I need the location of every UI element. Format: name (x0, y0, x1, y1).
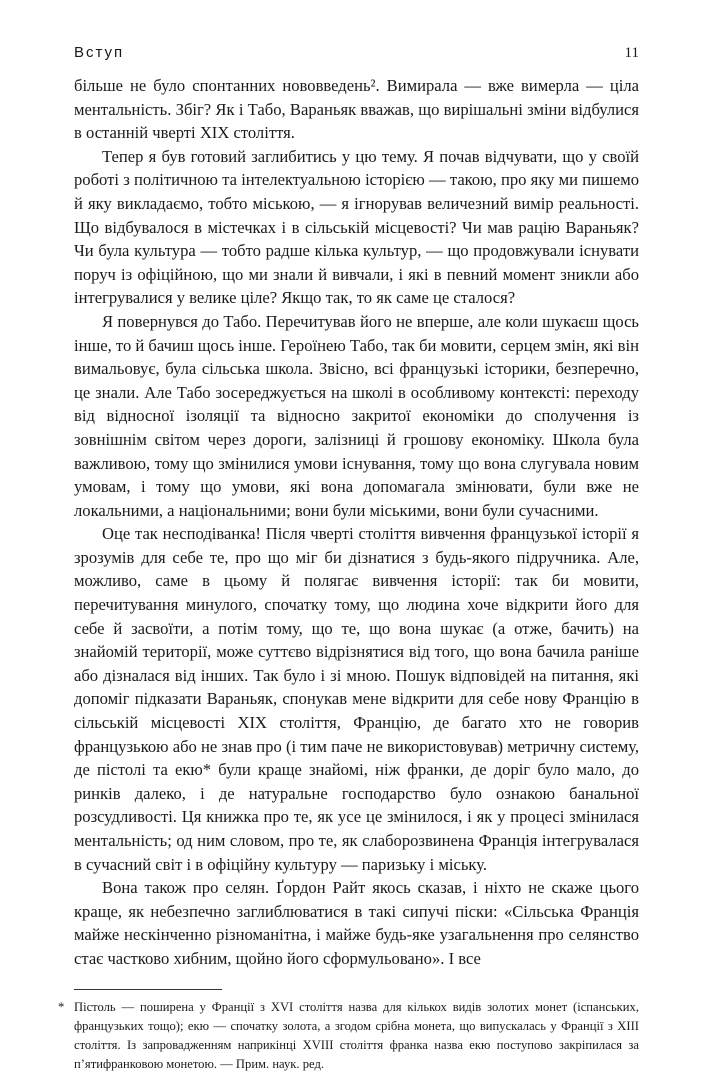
paragraph: Вона також про селян. Ґордон Райт якось сказав, і ніхто не скаже цього краще, як небезпечно заглиблюватися в такі сипучі піски: «Сільська Франція майже нескінченно різноманітна, і майже будь-яке узагальнення про селянство стає частково хибним, щойно його сформульовано». І все (74, 878, 639, 968)
body-text (74, 74, 639, 971)
book-page (58, 44, 639, 1074)
paragraph: більше не було спонтанних нововведень². Вимирала — вже вимерла — ціла ментальність. Збіг? Як і Табо, Вараньяк вважав, що вирішальні зміни відбулися в останній чверті XIX століття. (74, 76, 639, 143)
footnote-text: Пістоль — поширена у Франції з XVI століття назва для кількох видів золотих монет (іспанських, французьких тощо); екю — спочатку золота, а згодом срібна монета, що випускалась у Франції з XIII століття. Із запровадженням наприкінці XVIII століття франка назва екю поступово закріпилася за п’ятифранковою монетою. — Прим. наук. ред. (74, 999, 639, 1071)
footnote-marker: * (58, 999, 65, 1014)
page-number: 11 (624, 45, 639, 61)
chapter-title: Вступ (74, 44, 125, 61)
footnote-separator (74, 989, 222, 990)
paragraph: Я повернувся до Табо. Перечитував його не вперше, але коли шукаєш щось інше, то й бачиш щось інше. Героїнею Табо, так би мовити, серцем змін, які він вимальовує, була сільська школа. Звісно, всі французькі історики, безперечно, це знали. Але Табо зосереджується на школі в особливому контексті: переходу від відносної ізоляції та відносно закритої економіки до сполучення із зовнішнім світом через дороги, залізниці й грошову економіку. Школа була важливою, тому що змінилися умови існування, тому що вона слугувала новим умовам, і тому що умови, які вона допомагала змінювати, були вже не локальними, а національними; вони були міськими, вони були сучасними. (74, 311, 639, 520)
paragraph: Тепер я був готовий заглибитись у цю тему. Я почав відчувати, що у своїй роботі з політичною та інтелектуальною історією — такою, про яку ми пишемо й яку викладаємо, тобто міською, — я ігнорував величезний вимір реальності. Що відбувалося в містечках і в сільській місцевості? Чи мав рацію Вараньяк? Чи була культура — тобто радше кілька культур, — що продовжували існувати поруч із офіційною, що ми знали й вивчали, і які в певний момент зникли або інтегрувалися у велике ціле? Якщо так, то як саме це сталося? (74, 146, 639, 308)
footnote (58, 998, 639, 1074)
running-header (74, 44, 639, 74)
paragraph: Оце так несподіванка! Після чверті століття вивчення французької історії я зрозумів для себе те, про що міг би дізнатися з будь-якого підручника. Але, можливо, саме в цьому й полягає вивчення історії: так би мовити, перечитування минулого, спочатку тому, що людина хоче відкрити його для себе й засвоїти, а потім тому, що те, що вона шукає (а отже, бачить) на знайомій території, може суттєво відрізнятися від того, що вона бачила раніше або дізналася від інших. Так було і зі мною. Пошук відповідей на питання, які допоміг підказати Вараньяк, спонукав мене відкрити для себе нову Францію в сільській місцевості XIX століття, Францію, де багато хто не говорив французькою або не знав про (і тим паче не використовував) метричну систему, де пістолі та екю* були краще знайомі, ніж франки, де доріг було мало, до ринків далеко, і де натуральне господарство було ознакою банальної розсудливості. Ця книжка про те, як усе це змінилося, і як у процесі змінилася ментальність; од ним словом, про те, як слаборозвинена Франція інтегрувалася в сучасний світ і в офіційну культуру — паризьку і міську. (74, 524, 639, 874)
